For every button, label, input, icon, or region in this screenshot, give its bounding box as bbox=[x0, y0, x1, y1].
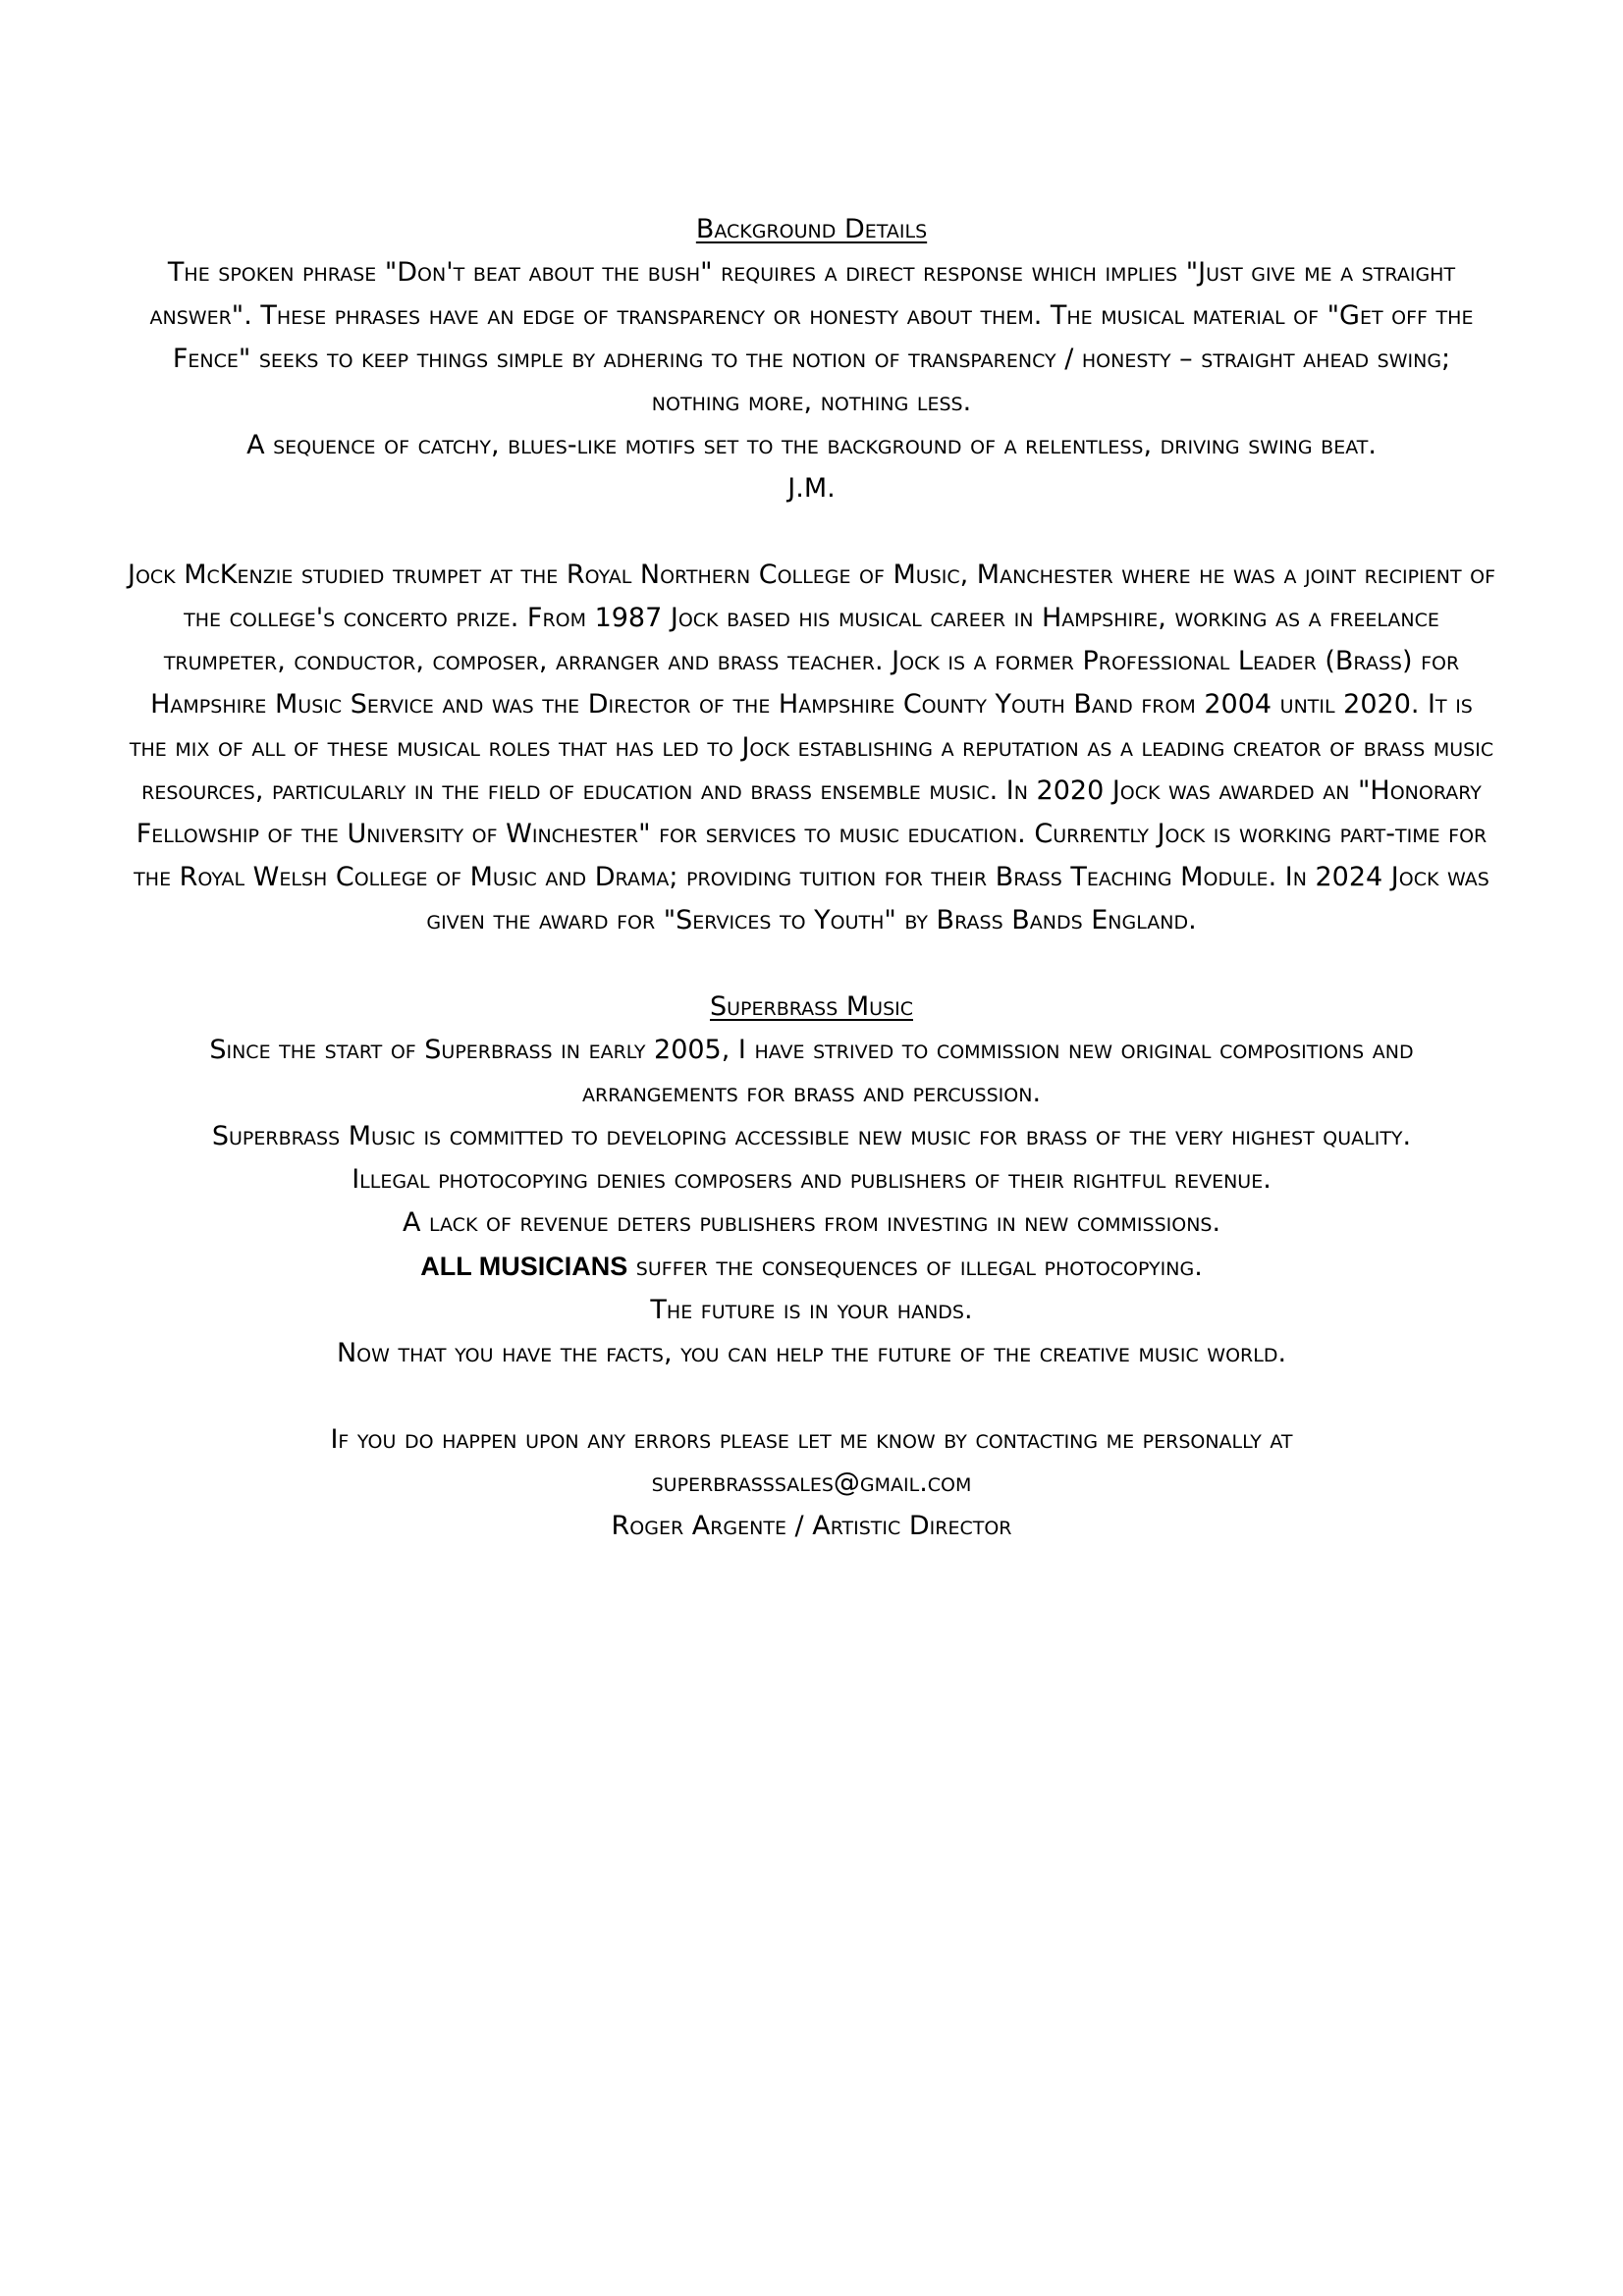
document-page bbox=[128, 208, 1495, 1548]
consequences-rest: suffer the consequences of illegal photocopying. bbox=[627, 1252, 1203, 1282]
composer-biography: Jock McKenzie studied trumpet at the Royal Northern College of Music, Manchester where he was a joint recipient of the college's concerto prize. From 1987 Jock based his musical career in Hampshire, working as a freelance trumpeter, conductor, composer, arranger and brass teacher. Jock is a former Professional Leader (Brass) for Hampshire Music Service and was the Director of the Hampshire County Youth Band from 2004 until 2020. It is the mix of all of these musical roles that has led to Jock establishing a reputation as a leading creator of brass music resources, particularly in the field of education and brass ensemble music. In 2020 Jock was awarded an "Honorary Fellowship of the University of Winchester" for services to music education. Currently Jock is working part-time for the Royal Welsh College of Music and Drama; providing tuition for their Brass Teaching Module. In 2024 Jock was given the award for "Services to Youth" by Brass Bands England. bbox=[128, 560, 1496, 935]
section-spacer bbox=[128, 942, 1495, 986]
background-paragraph: The spoken phrase "Don't beat about the bush" requires a direct response which implies "Just give me a straight answer". These phrases have an edge of transparency or honesty about them. The musical material of "Get off the Fence" seeks to keep things simple by adhering to the notion of transparency / honesty – straight ahead swing; nothing more, nothing less. bbox=[149, 257, 1474, 417]
superbrass-music-heading: Superbrass Music bbox=[709, 991, 913, 1022]
superbrass-commitment-line: Superbrass Music is committed to developing accessible new music for brass of the very highest quality. bbox=[211, 1121, 1412, 1151]
revenue-line: A lack of revenue deters publishers from investing in new commissions. bbox=[402, 1207, 1221, 1238]
all-musicians-emphasis: ALL MUSICIANS bbox=[420, 1252, 628, 1281]
background-details-heading: Background Details bbox=[695, 214, 928, 244]
superbrass-intro-line: Since the start of Superbrass in early 2005, I have strived to commission new original compositions and arrangements for brass and percussion. bbox=[209, 1035, 1414, 1108]
director-signoff: Roger Argente / Artistic Director bbox=[611, 1511, 1012, 1541]
future-line: The future is in your hands. bbox=[650, 1295, 973, 1325]
errors-contact-line: If you do happen upon any errors please let me know by contacting me personally at bbox=[330, 1424, 1293, 1455]
facts-line: Now that you have the facts, you can help the future of the creative music world. bbox=[336, 1338, 1287, 1368]
section-spacer bbox=[128, 510, 1495, 554]
consequences-line bbox=[128, 1245, 1495, 1289]
section-spacer bbox=[128, 1375, 1495, 1418]
background-summary-line: A sequence of catchy, blues-like motifs set to the background of a relentless, driving swing beat. bbox=[246, 430, 1377, 460]
contact-email: superbrasssales@gmail.com bbox=[651, 1468, 972, 1498]
composer-initials: J.M. bbox=[787, 473, 836, 504]
photocopying-warning-line: Illegal photocopying denies composers and publishers of their rightful revenue. bbox=[352, 1164, 1271, 1195]
